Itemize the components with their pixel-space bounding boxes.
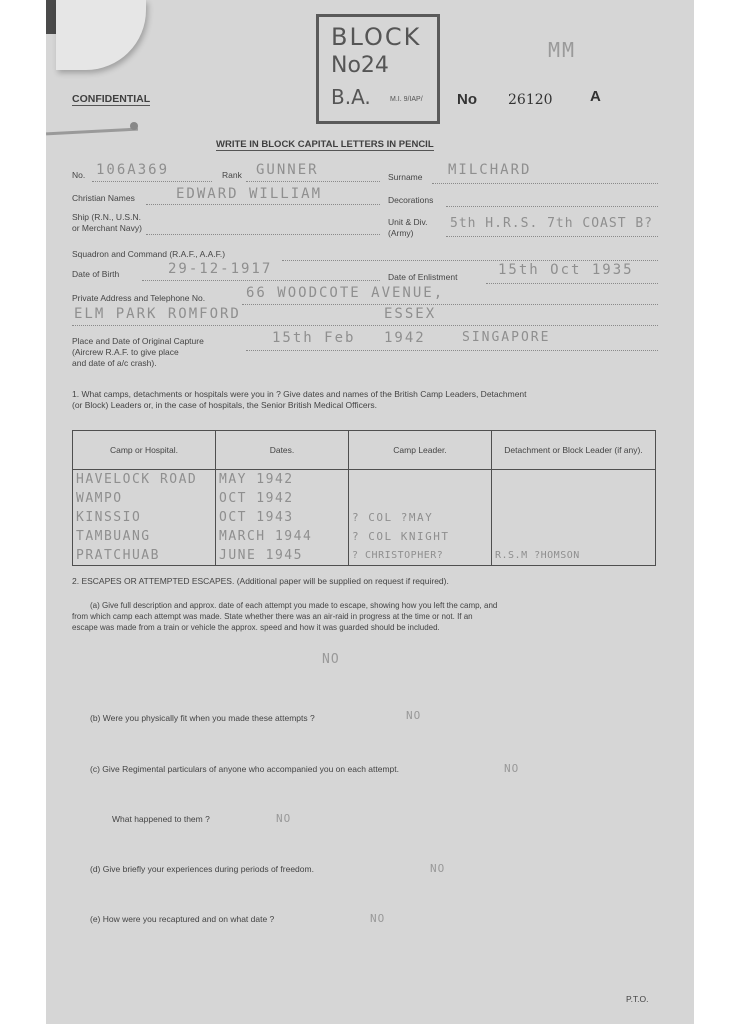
leader-entry: ? CHRISTOPHER? xyxy=(352,550,444,561)
number-label: No xyxy=(457,91,477,108)
question-2d: (d) Give briefly your experiences during periods of freedom. xyxy=(90,864,314,874)
detachment-entry xyxy=(492,508,655,527)
dates-column xyxy=(216,470,349,566)
question-2a-line-2: from which camp each attempt was made. State whether there was an air-raid in progress at the time or not. If an xyxy=(72,612,473,621)
surname-value: MILCHARD xyxy=(448,162,532,178)
camps-column xyxy=(73,470,216,566)
capture-year: 1942 xyxy=(384,330,426,346)
question-1-line-2: (or Block) Leaders or, in the case of hospitals, the Senior British Medical Officers. xyxy=(72,400,378,410)
block-stamp xyxy=(316,14,440,124)
camp-entry: WAMPO xyxy=(76,491,123,506)
unit-label-2: (Army) xyxy=(388,228,414,238)
table-header-row xyxy=(73,431,656,470)
question-2b: (b) Were you physically fit when you made these attempts ? xyxy=(90,713,315,723)
surname-label: Surname xyxy=(388,172,423,182)
question-1 xyxy=(72,389,672,411)
unit-value: 5th H.R.S. 7th COAST B? xyxy=(450,216,654,231)
unit-label-1: Unit & Div. xyxy=(388,217,428,227)
confidential-heading: CONFIDENTIAL xyxy=(72,93,151,105)
answer-2b: NO xyxy=(406,709,422,722)
header-detachment: Detachment or Block Leader (if any). xyxy=(492,431,656,470)
question-2-heading: 2. ESCAPES OR ATTEMPTED ESCAPES. (Additional paper will be supplied on request if required). xyxy=(72,576,449,586)
form-reference: M.I. 9/IAP/ xyxy=(390,96,423,103)
capture-date: 15th Feb xyxy=(272,330,356,346)
date-entry: MAY 1942 xyxy=(219,472,294,487)
table-body-row xyxy=(73,470,656,566)
form-number: 26120 xyxy=(508,92,553,108)
camps-table xyxy=(72,430,656,566)
address-line-1: 66 WOODCOTE AVENUE, xyxy=(246,285,445,301)
stamp-line-2: No24 xyxy=(331,53,389,78)
christian-names-label: Christian Names xyxy=(72,193,135,203)
header-dates: Dates. xyxy=(216,431,349,470)
leader-entry: ? COL KNIGHT xyxy=(352,530,450,543)
answer-2a: NO xyxy=(322,652,340,667)
capture-label-3: and date of a/c crash). xyxy=(72,358,157,368)
leaders-column xyxy=(349,470,492,566)
date-entry: MARCH 1944 xyxy=(219,529,313,544)
date-entry: OCT 1943 xyxy=(219,510,294,525)
leader-entry xyxy=(349,470,491,489)
date-entry: JUNE 1945 xyxy=(219,548,303,563)
dob-value: 29-12-1917 xyxy=(168,261,273,277)
question-1-line-1: 1. What camps, detachments or hospitals were you in ? Give dates and names of the British Camp Leaders, Detachment xyxy=(72,389,527,399)
address-label: Private Address and Telephone No. xyxy=(72,293,206,303)
ship-label-1: Ship (R.N., U.S.N. xyxy=(72,212,141,222)
question-2c-followup: What happened to them ? xyxy=(112,814,210,824)
answer-2d: NO xyxy=(430,862,446,875)
question-2a-line-1: (a) Give full description and approx. date of each attempt you made to escape, showing how you left the camp, and xyxy=(90,601,498,610)
answer-2c-followup: NO xyxy=(276,812,292,825)
form-suffix: A xyxy=(590,88,601,105)
ship-label-2: or Merchant Navy) xyxy=(72,223,142,233)
punch-hole xyxy=(130,122,138,130)
camp-entry: TAMBUANG xyxy=(76,529,151,544)
rank-label: Rank xyxy=(222,170,242,180)
handwritten-initials: MM xyxy=(548,38,577,62)
detachment-entry: R.S.M ?HOMSON xyxy=(495,550,580,561)
camp-entry: PRATCHUAB xyxy=(76,548,160,563)
dob-label: Date of Birth xyxy=(72,269,120,279)
capture-label-1: Place and Date of Original Capture xyxy=(72,336,204,346)
form-page xyxy=(46,0,694,1024)
decorations-label: Decorations xyxy=(388,195,434,205)
detachment-entry xyxy=(492,527,655,546)
address-line-2b: ESSEX xyxy=(384,306,437,322)
capture-label-2: (Aircrew R.A.F. to give place xyxy=(72,347,179,357)
address-line-2a: ELM PARK ROMFORD xyxy=(74,306,241,322)
detachment-entry xyxy=(492,489,655,508)
no-label: No. xyxy=(72,170,86,180)
stamp-line-1: BLOCK xyxy=(331,23,422,51)
squadron-label: Squadron and Command (R.A.F., A.A.F.) xyxy=(72,249,226,259)
question-2a-line-3: escape was made from a train or vehicle the approx. speed and how it was guarded should be included. xyxy=(72,623,440,632)
enlistment-label: Date of Enlistment xyxy=(388,272,458,282)
camp-entry: HAVELOCK ROAD xyxy=(76,472,198,487)
capture-place: SINGAPORE xyxy=(462,330,551,345)
date-entry: OCT 1942 xyxy=(219,491,294,506)
leader-entry xyxy=(349,489,491,508)
question-2a xyxy=(72,600,672,633)
paper-curl xyxy=(56,0,146,70)
enlistment-value: 15th Oct 1935 xyxy=(498,262,634,278)
detachment-column xyxy=(492,470,656,566)
page-footer: P.T.O. xyxy=(626,994,649,1004)
question-2e: (e) How were you recaptured and on what date ? xyxy=(90,914,275,924)
rank-value: GUNNER xyxy=(256,162,319,178)
header-camp: Camp or Hospital. xyxy=(73,431,216,470)
answer-2e: NO xyxy=(370,912,386,925)
question-2c: (c) Give Regimental particulars of anyone who accompanied you on each attempt. xyxy=(90,764,399,774)
no-value: 106A369 xyxy=(96,162,170,178)
stamp-line-3: B.A. xyxy=(331,85,371,109)
leader-entry: ? COL ?MAY xyxy=(352,511,434,524)
answer-2c: NO xyxy=(504,762,520,775)
camp-entry: KINSSIO xyxy=(76,510,142,525)
instruction-heading: WRITE IN BLOCK CAPITAL LETTERS IN PENCIL xyxy=(216,139,434,150)
detachment-entry xyxy=(492,470,655,489)
binding-string xyxy=(46,128,138,136)
header-camp-leader: Camp Leader. xyxy=(349,431,492,470)
christian-names-value: EDWARD WILLIAM xyxy=(176,186,323,202)
